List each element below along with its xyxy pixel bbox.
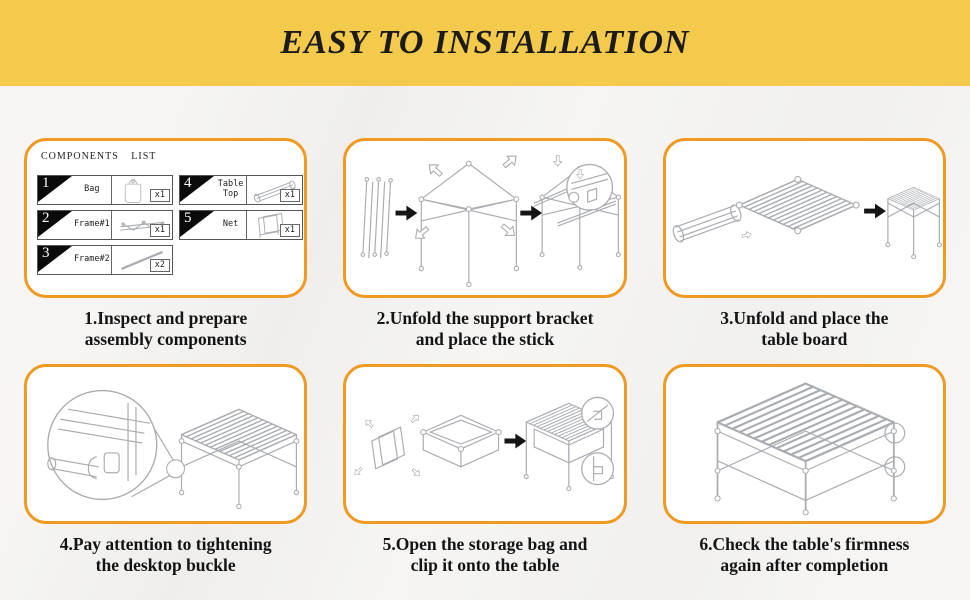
component-icon-cell [112,246,172,274]
step-3-panel [663,138,946,298]
folded-frame [361,178,392,258]
component-number: 3 [42,245,50,261]
caption-line-1: 6.Check the table's firmness [699,534,910,554]
caption-line-2: again after completion [720,555,889,575]
component-number: 4 [184,175,192,191]
step-5-illustration [346,367,623,521]
assembled-table [179,409,299,508]
unfold-arrow-icon [426,160,445,179]
step-6-panel [663,364,946,524]
down-arrow-icon [554,156,562,167]
component-number: 2 [42,210,50,226]
component-row-frame2 [37,245,173,275]
component-icon-cell [247,176,302,204]
finished-table [715,384,896,515]
step-4-illustration [27,367,304,521]
caption-line-1: 4.Pay attention to tightening [59,534,272,554]
step-2-illustration [346,141,623,295]
arrow-icon [396,206,418,221]
arrow-icon [521,206,543,221]
components-list-heading: COMPONENTS LIST [41,151,157,162]
component-icon-cell [247,211,302,239]
caption-line-2: clip it onto the table [410,555,560,575]
component-label: Net [222,219,239,230]
steps-grid [0,86,970,576]
unfold-arrow-icon [501,152,520,171]
step-1-caption [24,308,307,350]
component-label: Frame#2 [73,254,110,265]
step-6-illustration [666,367,943,521]
component-qty: x1 [150,189,170,202]
step-3 [663,138,946,350]
page-title: EASY TO INSTALLATION [280,24,690,61]
step-6-caption [663,534,946,576]
unfold-arrow-icon [411,467,423,479]
folded-storage-bag [353,413,423,479]
component-label: Frame#1 [73,219,110,230]
component-qty: x1 [150,224,170,237]
title-banner [0,0,970,86]
caption-line-2: table board [761,329,848,349]
magnifier-clip-details [582,397,614,484]
arrow-icon [864,204,886,219]
magnifier-buckle-detail [48,391,185,500]
caption-line-1: 2.Unfold the support bracket [376,308,594,328]
unfold-arrow-icon [410,413,422,425]
magnifier-detail [567,165,613,211]
step-3-caption [663,308,946,350]
step-2-caption [343,308,626,350]
step-5-panel [343,364,626,524]
caption-line-1: 3.Unfold and place the [720,308,889,328]
component-label: Table Top [217,179,244,199]
component-qty: x2 [150,259,170,272]
open-storage-box [421,415,501,467]
caption-line-2: the desktop buckle [95,555,236,575]
component-row-frame1 [37,210,173,240]
unfold-arrow-icon [364,418,376,430]
component-icon-cell [112,176,172,204]
arrow-icon [505,434,527,449]
unfold-arrow-icon [353,466,365,478]
component-number: 5 [184,210,192,226]
unfold-arrow-icon [499,221,518,240]
step-6 [663,364,946,576]
caption-line-1: 1.Inspect and prepare [84,308,248,328]
component-qty: x1 [280,189,300,202]
flat-board [736,176,859,233]
component-row-tabletop [179,175,303,205]
table-with-board [886,187,941,258]
step-2 [343,138,626,350]
step-4-panel [24,364,307,524]
component-row-bag [37,175,173,205]
component-row-net [179,210,303,240]
caption-line-2: and place the stick [415,329,555,349]
component-icon-cell [112,211,172,239]
bag-icon [118,177,148,203]
step-2-panel [343,138,626,298]
caption-line-1: 5.Open the storage bag and [382,534,588,554]
component-label: Bag [84,184,100,195]
step-1 [24,138,307,350]
component-number: 1 [42,175,50,191]
step-4 [24,364,307,576]
step-1-panel [24,138,307,298]
opened-frame [412,152,520,287]
step-3-illustration [666,141,943,295]
caption-line-2: assembly components [84,329,247,349]
step-5 [343,364,626,576]
step-4-caption [24,534,307,576]
step-5-caption [343,534,626,576]
component-qty: x1 [280,224,300,237]
rolled-tabletop [671,204,752,244]
unroll-arrow-icon [741,230,752,239]
